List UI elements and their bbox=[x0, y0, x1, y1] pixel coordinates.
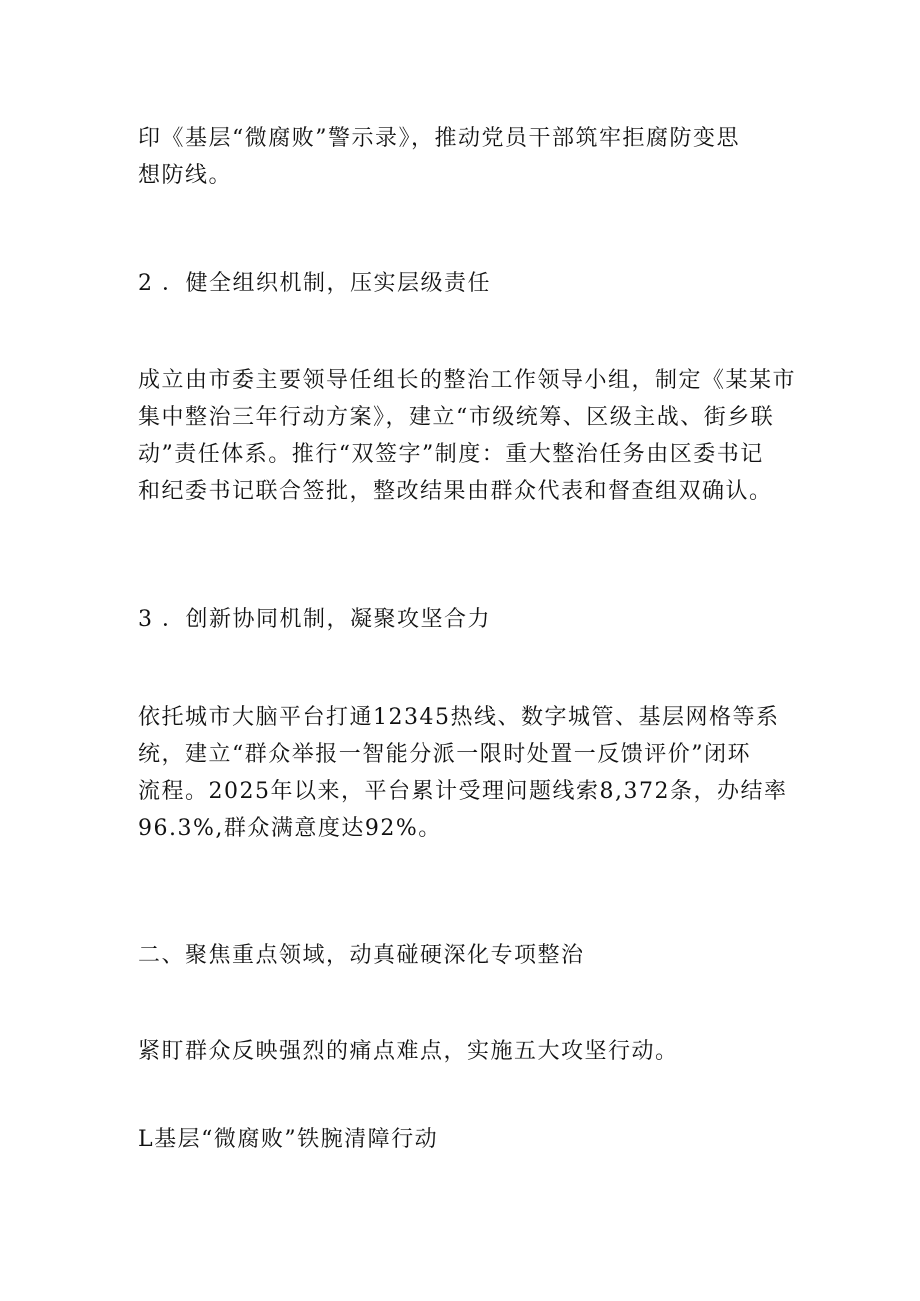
paragraph-line: 统，建立“群众举报一智能分派一限时处置一反馈评价”闭环 bbox=[138, 742, 751, 767]
paragraph-2 bbox=[138, 362, 797, 510]
heading-text: L基层“微腐败”铁腕清障行动 bbox=[138, 1127, 439, 1152]
heading-text: 二、聚焦重点领域，动真碰硬深化专项整治 bbox=[138, 943, 585, 968]
section-heading-2 bbox=[138, 265, 788, 302]
chapter-heading-2 bbox=[138, 937, 788, 974]
paragraph-intro-end bbox=[138, 120, 788, 194]
paragraph-line: 紧盯群众反映强烈的痛点难点，实施五大攻坚行动。 bbox=[138, 1039, 679, 1064]
chapter-2-intro bbox=[138, 1033, 788, 1070]
paragraph-line: 集中整治三年行动方案》，建立“市级统筹、区级主战、街乡联 bbox=[138, 405, 775, 430]
paragraph-line: 想防线。 bbox=[138, 163, 233, 188]
paragraph-line: 成立由市委主要领导任组长的整治工作领导小组，制定《某某市 bbox=[138, 368, 797, 393]
heading-text: 3 ．创新协同机制，凝聚攻坚合力 bbox=[138, 607, 491, 632]
paragraph-line: 和纪委书记联合签批，整改结果由群众代表和督查组双确认。 bbox=[138, 479, 773, 504]
sub-heading-1 bbox=[138, 1121, 788, 1158]
paragraph-line: 印《基层“微腐败”警示录》，推动党员干部筑牢拒腐防变思 bbox=[138, 126, 740, 151]
paragraph-line: 动”责任体系。推行“双签字”制度：重大整治任务由区委书记 bbox=[138, 442, 764, 467]
section-heading-3 bbox=[138, 601, 788, 638]
paragraph-line: 依托城市大脑平台打通12345热线、数字城管、基层网格等系 bbox=[138, 705, 780, 730]
heading-text: 2 ．健全组织机制，压实层级责任 bbox=[138, 271, 491, 296]
paragraph-line: 流程。2025年以来，平台累计受理问题线索8,372条，办结率 bbox=[138, 779, 788, 804]
paragraph-line: 96.3%,群众满意度达92%。 bbox=[138, 816, 442, 841]
paragraph-3 bbox=[138, 699, 788, 847]
